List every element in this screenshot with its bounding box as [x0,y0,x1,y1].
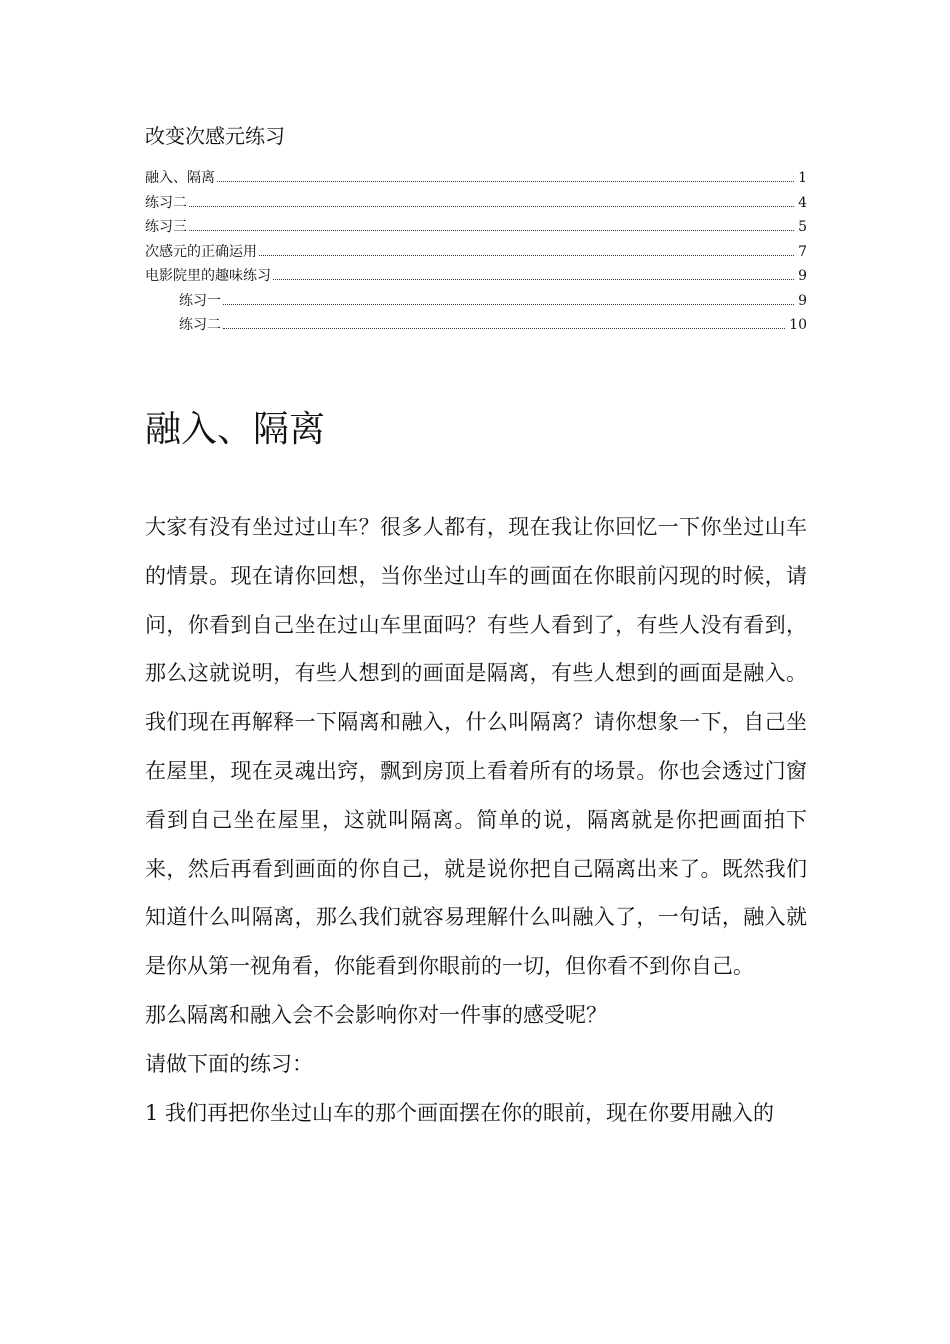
toc-entry-label: 练习三 [145,219,187,235]
toc-leader-dots [189,206,794,207]
toc-entry-page: 9 [798,268,807,284]
toc-entry-page: 5 [798,219,807,235]
section-heading: 融入、隔离 [145,409,326,450]
body-paragraph: 请做下面的练习： [145,1051,313,1076]
toc-entry-page: 4 [798,194,807,211]
toc-entry-page: 1 [798,170,807,186]
toc-title: 改变次感元练习 [145,124,285,148]
toc-subentry[interactable] [145,289,807,314]
toc-entry[interactable] [145,240,807,265]
toc-entry[interactable] [145,166,807,191]
body-paragraph: 1 我们再把你坐过山车的那个画面摆在你的眼前，现在你要用融入的 [145,1100,775,1125]
body-paragraph: 那么隔离和融入会不会影响你对一件事的感受呢？ [145,1002,607,1027]
toc-entry-label: 次感元的正确运用 [145,243,257,260]
section-body [145,503,807,1137]
toc-subentry[interactable] [145,313,807,338]
toc-leader-dots [223,328,785,329]
table-of-contents [145,166,807,338]
toc-leader-dots [223,304,794,305]
toc-entry-label: 电影院里的趣味练习 [145,268,271,284]
toc-entry-label: 融入、隔离 [145,170,215,186]
toc-leader-dots [273,279,794,280]
toc-entry[interactable] [145,191,807,216]
toc-entry[interactable] [145,215,807,240]
toc-entry-page: 9 [798,292,807,309]
toc-entry-page: 10 [789,317,807,333]
toc-entry-page: 7 [798,243,807,260]
toc-leader-dots [259,255,794,256]
toc-leader-dots [189,230,794,231]
toc-entry-label: 练习一 [179,292,221,309]
toc-entry[interactable] [145,264,807,289]
toc-leader-dots [217,181,794,182]
body-paragraph: 大家有没有坐过过山车？很多人都有，现在我让你回忆一下你坐过山车的情景。现在请你回想，当你坐过山车的画面在你眼前闪现的时候，请问，你看到自己坐在过山车里面吗？有些人看到了，有些人没有看到，那么这就说明，有些人想到的画面是隔离，有些人想到的画面是融入。我们现在再解释一下隔离和融入，什么叫隔离？请你想象一下，自己坐在屋里，现在灵魂出窍，飘到房顶上看着所有的场景。你也会透过门窗看到自己坐在屋里，这就叫隔离。简单的说，隔离就是你把画面拍下来，然后再看到画面的你自己，就是说你把自己隔离出来了。既然我们知道什么叫隔离，那么我们就容易理解什么叫融入了，一句话，融入就是你从第一视角看，你能看到你眼前的一切，但你看不到你自己。 [145,515,807,979]
toc-entry-label: 练习二 [145,194,187,211]
toc-entry-label: 练习二 [179,317,221,333]
